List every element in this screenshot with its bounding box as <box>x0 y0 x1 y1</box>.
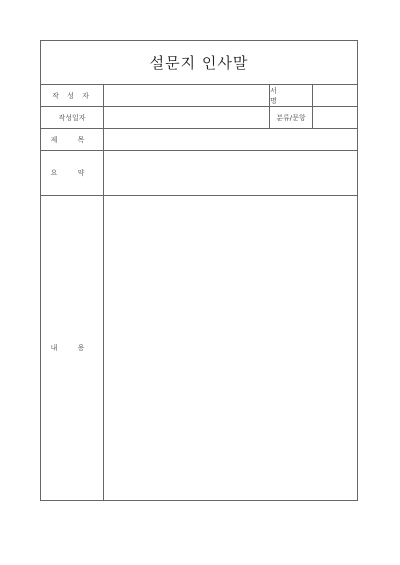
author-field[interactable] <box>104 85 270 106</box>
form-title: 설문지 인사말 <box>41 41 357 85</box>
subject-row <box>41 129 357 151</box>
author-row <box>41 85 357 107</box>
content-label: 내 용 <box>41 196 104 500</box>
category-field[interactable] <box>313 107 357 128</box>
category-label: 분류/문항 <box>270 107 313 128</box>
subject-label: 제 목 <box>41 129 104 150</box>
summary-row <box>41 151 357 196</box>
content-row <box>41 196 357 500</box>
signature-label: 서 명 <box>270 85 313 106</box>
date-label: 작성일자 <box>41 107 104 128</box>
summary-field[interactable] <box>104 151 357 195</box>
author-label: 작 성 자 <box>41 85 104 106</box>
date-row <box>41 107 357 129</box>
date-field[interactable] <box>104 107 270 128</box>
survey-form <box>40 40 358 501</box>
subject-field[interactable] <box>104 129 357 150</box>
content-field[interactable] <box>104 196 357 500</box>
signature-field[interactable] <box>313 85 357 106</box>
summary-label: 요 약 <box>41 151 104 195</box>
